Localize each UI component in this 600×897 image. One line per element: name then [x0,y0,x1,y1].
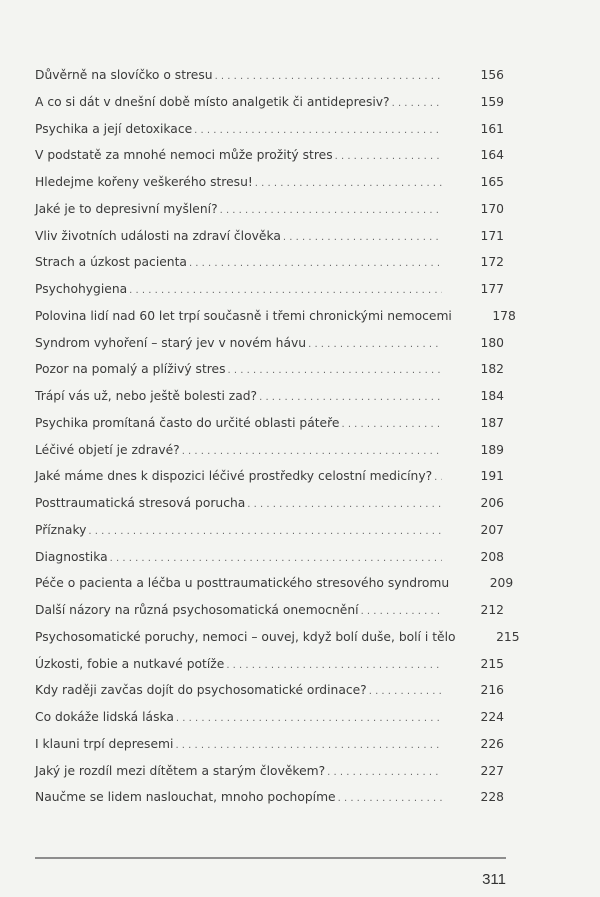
toc-entry [35,657,504,684]
toc-entry-page: 209 [489,576,514,591]
toc-entry [35,389,504,416]
dot-leader [259,392,442,403]
toc-entry [35,550,504,577]
toc-entry-page: 172 [480,255,504,270]
dot-leader [110,553,442,564]
dot-leader [228,365,442,376]
toc-entry-title: Syndrom vyhoření – starý jev v novém hávu [35,335,307,350]
toc-entry-page: 156 [480,68,504,82]
toc-entry-title: Psychosomatické poruchy, nemoci – ouvej, když bolí duše, bolí i tělo [35,629,456,644]
toc-entry [35,95,504,122]
table-of-contents [35,68,520,817]
toc-entry-title: Jaké je to depresivní myšlení? [35,201,218,216]
toc-entry-page: 182 [480,362,504,377]
toc-entry [35,202,504,229]
dot-leader [247,499,442,510]
toc-entry-page: 191 [480,469,504,484]
dot-leader [434,472,442,483]
toc-entry [35,576,514,603]
toc-entry [35,68,504,95]
toc-entry [35,362,504,389]
toc-entry-title: Kdy raději zavčas dojít do psychosomatické ordinace? [35,683,367,698]
toc-entry [35,122,504,149]
toc-entry-title: Psychohygiena [35,282,128,296]
dot-leader [308,339,442,350]
toc-entry-page: 216 [480,683,504,698]
toc-entry [35,683,504,710]
toc-entry [35,443,504,470]
dot-leader [215,71,442,82]
toc-entry-title: I klauni trpí depresemi [35,736,174,751]
toc-entry-page: 171 [480,228,504,243]
dot-leader [361,606,442,617]
toc-entry-title: A co si dát v dnešní době místo analgetik či antidepresiv? [35,94,390,109]
toc-entry-title: Trápí vás už, nebo ještě bolesti zad? [35,389,258,403]
dot-leader [220,205,442,216]
toc-entry-page: 228 [480,790,504,805]
toc-entry-page: 161 [480,121,504,136]
toc-entry [35,282,504,309]
dot-leader [182,446,442,457]
toc-entry-page: 207 [480,522,504,537]
toc-entry-title: Psychika a její detoxikace [35,121,193,136]
toc-entry-page: 224 [480,710,504,724]
toc-entry-page: 206 [480,496,504,510]
dot-leader [176,713,442,724]
toc-entry [35,764,504,791]
toc-entry-page: 227 [480,763,504,778]
toc-entry-title: Jaké máme dnes k dispozici léčivé prostředky celostní medicíny? [35,469,433,484]
dot-leader [392,98,442,109]
dot-leader [129,285,442,296]
toc-entry-title: V podstatě za mnohé nemoci může prožitý stres [35,148,333,163]
dot-leader [194,125,442,136]
toc-entry [35,710,504,737]
toc-entry-page: 178 [492,308,516,323]
dot-leader [338,793,442,804]
toc-entry-page: 212 [480,603,504,617]
toc-entry [35,737,504,764]
toc-entry-title: Hledejme kořeny veškerého stresu! [35,175,253,189]
dot-leader [255,178,442,189]
toc-entry [35,523,504,550]
toc-entry-page: 208 [480,549,504,564]
toc-entry-title: Léčivé objetí je zdravé? [35,442,180,457]
toc-entry [35,603,504,630]
dot-leader [327,767,442,778]
dot-leader [189,258,442,269]
toc-entry-page: 189 [480,442,504,457]
toc-entry-title: Strach a úzkost pacienta [35,255,187,270]
dot-leader [341,419,442,430]
toc-entry [35,496,504,523]
toc-entry-title: Důvěrně na slovíčko o stresu [35,68,213,82]
dot-leader [175,740,442,751]
toc-entry [35,255,504,282]
toc-entry-title: Diagnostika [35,549,108,564]
dot-leader [283,232,442,243]
dot-leader [335,151,442,162]
toc-entry-title: Péče o pacienta a léčba u posttraumatického stresového syndromu [35,576,450,591]
toc-entry-title: Příznaky [35,522,87,537]
toc-entry [35,175,504,202]
toc-entry-page: 165 [480,175,504,189]
toc-entry [35,629,520,657]
toc-entry-page: 159 [480,94,504,109]
toc-entry-title: Posttraumatická stresová porucha [35,496,246,510]
toc-entry [35,229,504,256]
toc-entry-page: 184 [480,389,504,403]
dot-leader [369,686,442,697]
toc-entry-page: 180 [480,335,504,350]
toc-entry-page: 215 [496,629,520,644]
toc-entry-title: Psychika promítaná často do určité oblasti páteře [35,415,340,430]
toc-entry-page: 215 [480,656,504,671]
toc-entry [35,336,504,363]
toc-entry-page: 187 [480,415,504,430]
dot-leader [226,660,442,671]
toc-entry-title: Co dokáže lidská láska [35,710,174,724]
toc-entry [35,469,504,496]
toc-entry-title: Naučme se lidem naslouchat, mnoho pochopíme [35,790,336,805]
page-number: 311 [482,871,506,888]
toc-entry-page: 177 [480,282,504,296]
toc-entry-title: Pozor na pomalý a plíživý stres [35,362,226,377]
toc-entry [35,308,516,336]
toc-entry-title: Polovina lidí nad 60 let trpí současně i třemi chronickými nemocemi [35,308,452,323]
toc-entry-title: Jaký je rozdíl mezi dítětem a starým člověkem? [35,763,326,778]
toc-entry-page: 170 [480,201,504,216]
toc-entry-page: 226 [480,736,504,751]
toc-entry [35,416,504,443]
toc-entry [35,148,504,175]
toc-entry [35,790,504,817]
toc-entry-title: Další názory na různá psychosomatická onemocnění [35,603,359,617]
toc-entry-page: 164 [480,148,504,163]
footer-rule [35,857,506,859]
dot-leader [88,526,442,537]
toc-entry-title: Vliv životních události na zdraví člověka [35,228,281,243]
toc-entry-title: Úzkosti, fobie a nutkavé potíže [35,656,225,671]
